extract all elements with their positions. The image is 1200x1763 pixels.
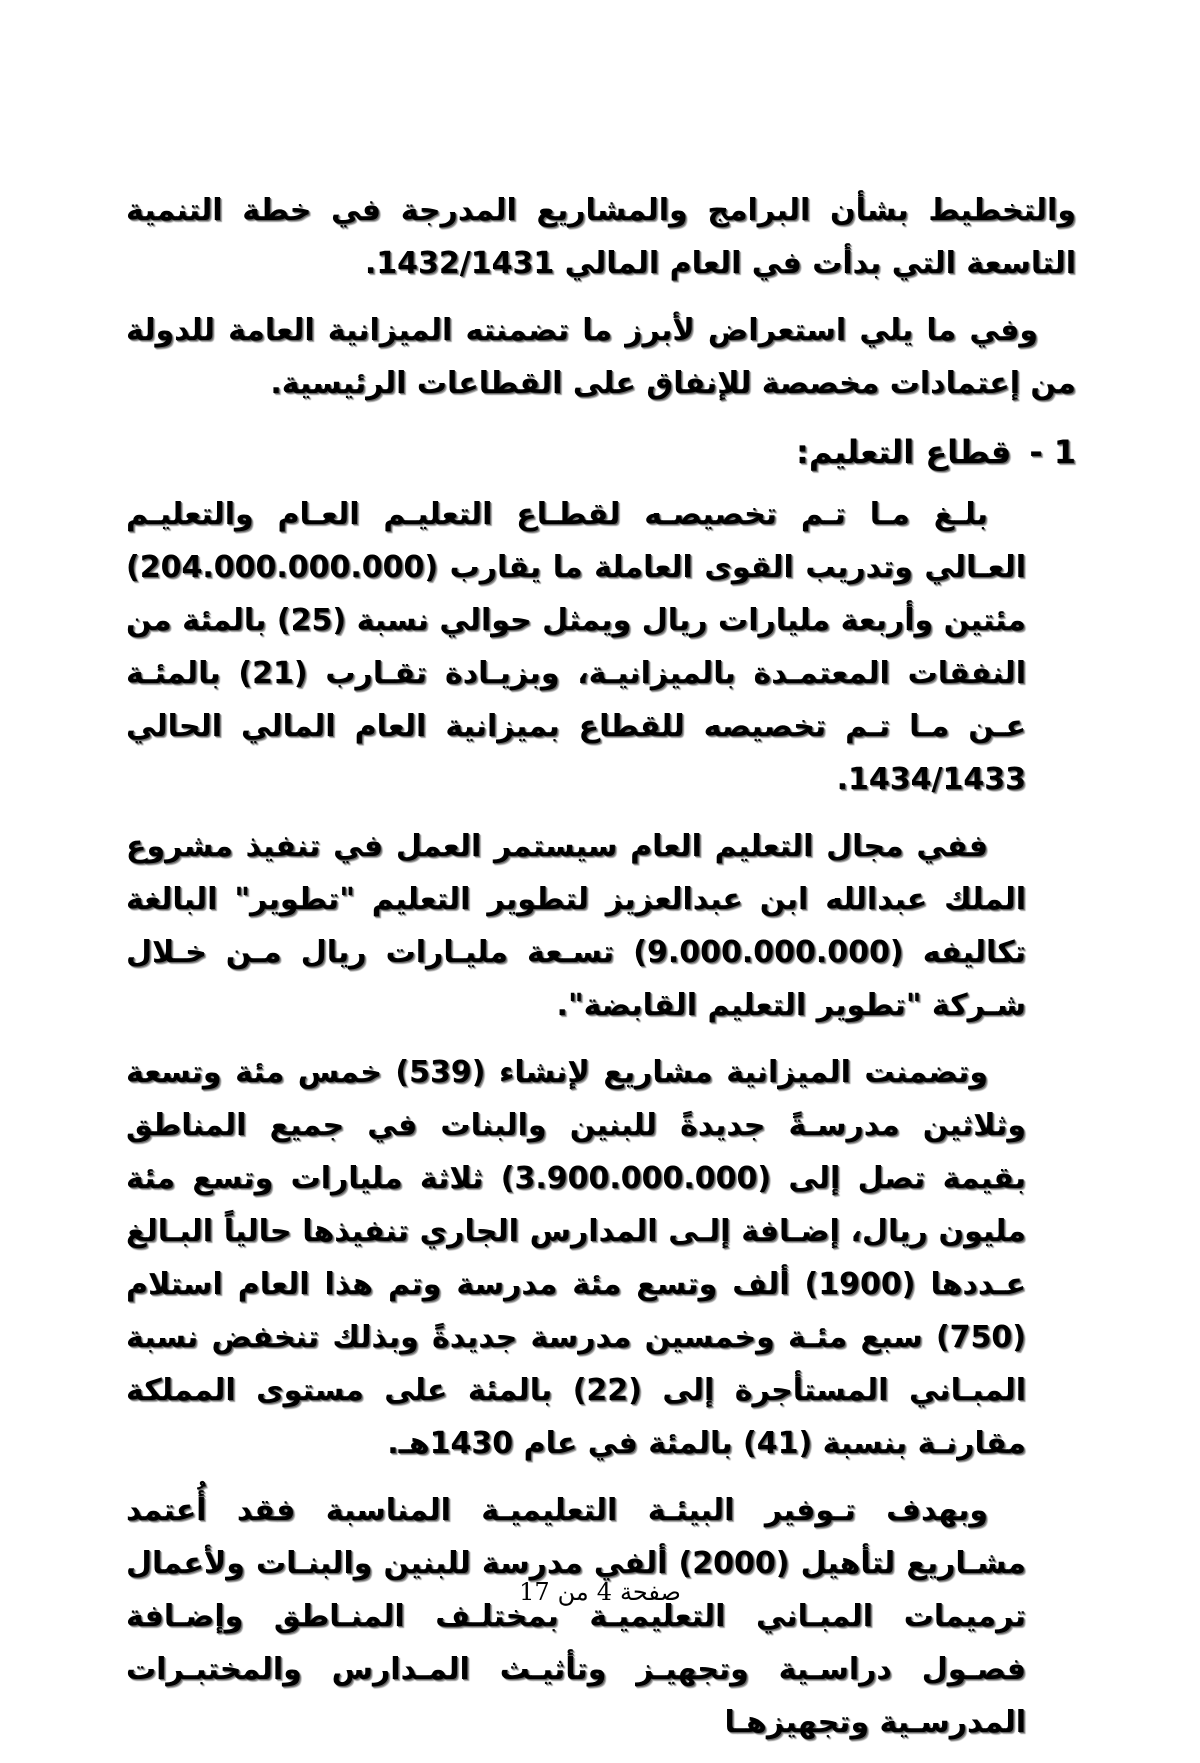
- footer-current-page: 4: [596, 1578, 613, 1606]
- section-title: قطاع التعليم:: [796, 433, 1012, 471]
- section-paragraph-1: بلـغ مـا تـم تخصيصـه لقطـاع التعليـم العـام والتعليـم العـالي وتدريب القوى العاملة ما يقارب (204.000.000.000) مئتين وأربعة مليارات ريال ويمثل حوالي نسبة (25) بالمئة من النفقات المعتمـدة بالميزانيـة، وبزيـادة تقـارب (21) بالمئـة عـن مـا تـم تخصيصه للقطاع بميزانية العام المالي الحالي 1434/1433.: [126, 497, 1026, 797]
- footer-separator: من: [557, 1578, 589, 1606]
- section-body: [126, 488, 1026, 1749]
- section-paragraph-2: ففي مجال التعليم العام سيستمر العمل في تنفيذ مشروع الملك عبدالله ابن عبدالعزيز لتطوير التعليم "تطوير" البالغة تكاليفه (9.000.000.000) تسـعة مليـارات ريال مـن خـلال شـركة "تطوير التعليم القابضة".: [126, 829, 1026, 1023]
- section-number: 1 -: [1029, 433, 1076, 471]
- document-page: [126, 184, 1076, 1763]
- intro-paragraph-1: والتخطيط بشأن البرامج والمشاريع المدرجة في خطة التنمية التاسعة التي بدأت في العام المالي 1432/1431.: [126, 193, 1076, 281]
- section-heading: [126, 424, 1076, 480]
- section-paragraph-3: وتضمنت الميزانية مشاريع لإنشاء (539) خمس مئة وتسعة وثلاثين مدرسـةً جديدةً للبنين والبنات في جميع المناطق بقيمة تصل إلى (3.900.000.000) ثلاثة مليارات وتسع مئة مليون ريال، إضـافة إلـى المدارس الجاري تنفيذها حالياً البـالغ عـددها (1900) ألف وتسع مئة مدرسة وتم هذا العام استلام (750) سبع مئـة وخمسين مدرسة جديدةً وبذلك تنخفض نسبة المبـاني المستأجرة إلى (22) بالمئة على مستوى المملكة مقارنـة بنسبة (41) بالمئة في عام 1430هـ.: [126, 1055, 1026, 1461]
- page-footer: [0, 1578, 1200, 1606]
- intro-paragraph-2: وفي ما يلي استعراض لأبرز ما تضمنته الميزانية العامة للدولة من إعتمادات مخصصة للإنفاق على القطاعات الرئيسية.: [126, 313, 1076, 401]
- footer-label: صفحة: [620, 1578, 681, 1606]
- footer-total-pages: 17: [519, 1578, 550, 1606]
- section-paragraph-4: وبهدف تـوفير البيئـة التعليميـة المناسبة فقد أُعتمد مشـاريع لتأهيل (2000) ألفي مدرسة للبنين والبنـات ولأعمال ترميمات المبـاني التعليميـة بمختلـف المنـاطق وإضـافة فصـول دراسـية وتجهيـز وتأثيـث المـدارس والمختبـرات المدرسـية وتجهيزهـا: [126, 1493, 1026, 1740]
